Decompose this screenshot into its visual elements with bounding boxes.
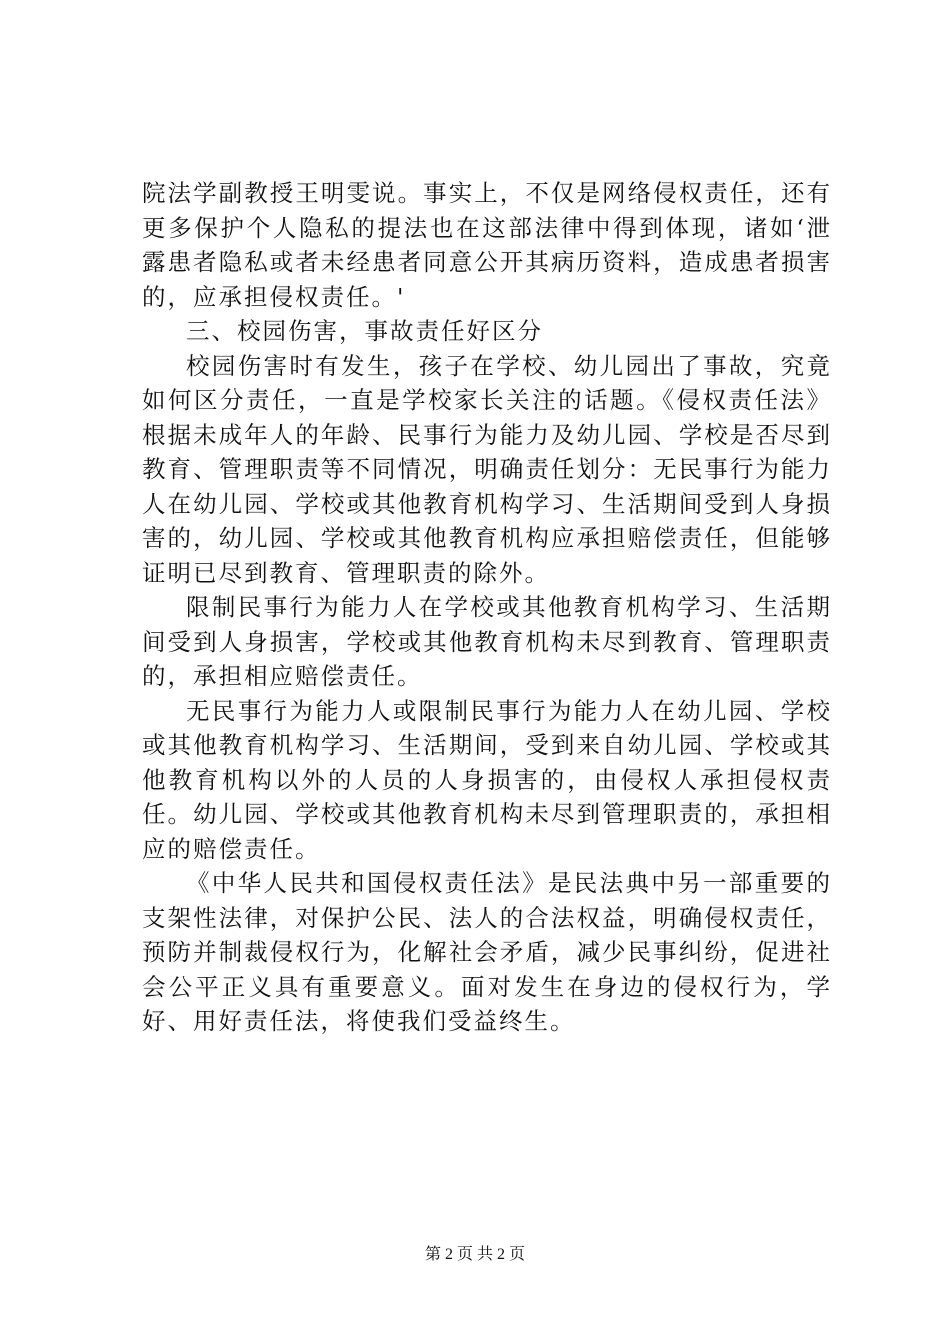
paragraph: 无民事行为能力人或限制民事行为能力人在幼儿园、学校或其他教育机构学习、生活期间，受到来自幼儿园、学校或其他教育机构以外的人员的人身损害的，由侵权人承担侵权责任。幼儿园、学校或其他教育机构未尽到管理职责的，承担相应的赔偿责任。 (142, 696, 832, 863)
paragraph: 校园伤害时有发生，孩子在学校、幼儿园出了事故，究竟如何区分责任，一直是学校家长关注的话题。《侵权责任法》根据未成年人的年龄、民事行为能力及幼儿园、学校是否尽到教育、管理职责等不同情况，明确责任划分：无民事行为能力人在幼儿园、学校或其他教育机构学习、生活期间受到人身损害的，幼儿园、学校或其他教育机构应承担赔偿责任，但能够证明已尽到教育、管理职责的除外。 (142, 351, 832, 587)
paragraph: 《中华人民共和国侵权责任法》是民法典中另一部重要的支架性法律，对保护公民、法人的合法权益，明确侵权责任，预防并制裁侵权行为，化解社会矛盾，减少民事纠纷，促进社会公平正义具有重要意义。面对发生在身边的侵权行为，学好、用好责任法，将使我们受益终生。 (142, 869, 832, 1035)
page-number-footer: 第 2 页 共 2 页 (424, 1246, 525, 1263)
section-heading: 三、校园伤害，事故责任好区分 (186, 317, 543, 345)
paragraph: 限制民事行为能力人在学校或其他教育机构学习、生活期间受到人身损害，学校或其他教育机构未尽到教育、管理职责的，承担相应赔偿责任。 (142, 593, 832, 690)
document-body (142, 176, 832, 1039)
paragraph-continuation: 院法学副教授王明雯说。事实上，不仅是网络侵权责任，还有更多保护个人隐私的提法也在这部法律中得到体现，诸如‘泄露患者隐私或者未经患者同意公开其病历资料，造成患者损害的，应承担侵权责任。' (142, 179, 832, 311)
